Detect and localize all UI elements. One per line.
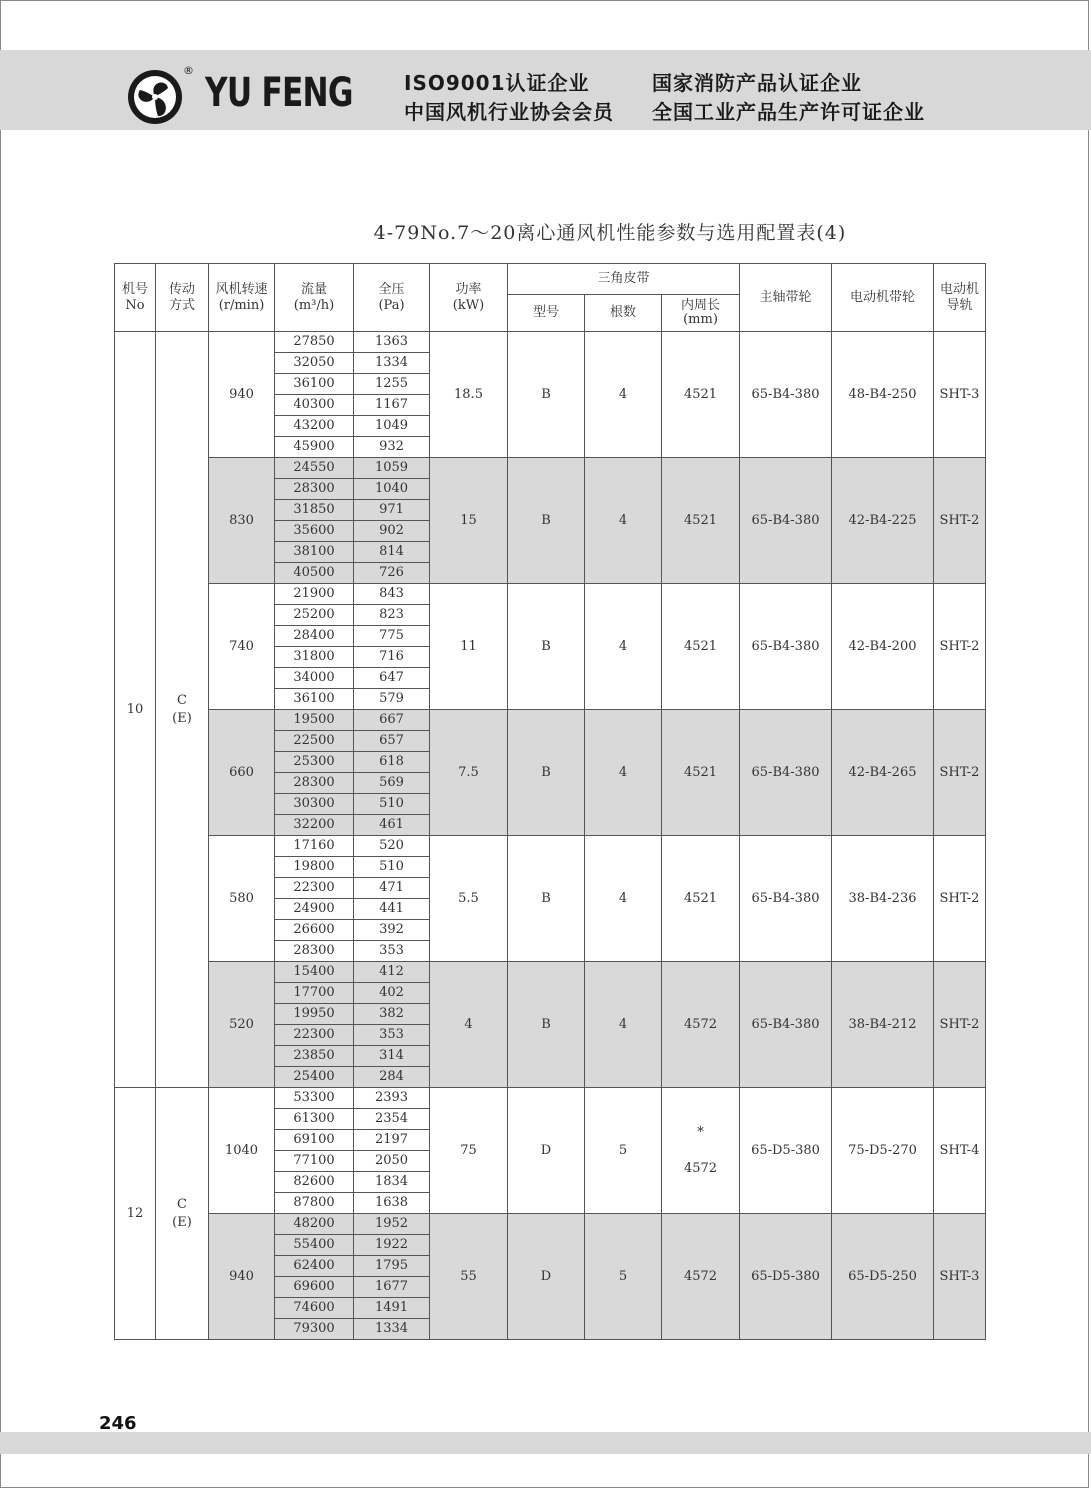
cell-flow: 34000 bbox=[275, 668, 354, 689]
cell-main-pulley: 65-B4-380 bbox=[740, 836, 832, 962]
cell-flow: 23850 bbox=[275, 1046, 354, 1067]
cell-belt-type: B bbox=[508, 584, 585, 710]
cell-speed: 940 bbox=[209, 332, 275, 458]
header-drive: 传动 方式 bbox=[156, 264, 209, 332]
cell-pressure: 647 bbox=[354, 668, 430, 689]
cell-flow: 77100 bbox=[275, 1151, 354, 1172]
cell-flow: 35600 bbox=[275, 521, 354, 542]
cell-flow: 43200 bbox=[275, 416, 354, 437]
cell-pressure: 1795 bbox=[354, 1256, 430, 1277]
cell-flow: 87800 bbox=[275, 1193, 354, 1214]
cell-pressure: 2354 bbox=[354, 1109, 430, 1130]
cell-pressure: 510 bbox=[354, 794, 430, 815]
cell-pressure: 2050 bbox=[354, 1151, 430, 1172]
header-main-pulley: 主轴带轮 bbox=[740, 264, 832, 332]
cell-flow: 22300 bbox=[275, 878, 354, 899]
cell-belt-length: 4521 bbox=[662, 836, 740, 962]
table-row bbox=[115, 1088, 986, 1109]
cert-fire: 国家消防产品认证企业 bbox=[652, 71, 862, 95]
cell-pressure: 412 bbox=[354, 962, 430, 983]
table-row bbox=[115, 1214, 986, 1235]
cell-flow: 19800 bbox=[275, 857, 354, 878]
cell-rail: SHT-2 bbox=[934, 710, 986, 836]
cell-pressure: 657 bbox=[354, 731, 430, 752]
cell-flow: 79300 bbox=[275, 1319, 354, 1340]
cell-flow: 19500 bbox=[275, 710, 354, 731]
cell-pressure: 1952 bbox=[354, 1214, 430, 1235]
cell-flow: 55400 bbox=[275, 1235, 354, 1256]
cell-pressure: 1677 bbox=[354, 1277, 430, 1298]
header-rail: 电动机 导轨 bbox=[934, 264, 986, 332]
cell-rail: SHT-2 bbox=[934, 584, 986, 710]
cell-main-pulley: 65-B4-380 bbox=[740, 332, 832, 458]
cell-pressure: 843 bbox=[354, 584, 430, 605]
cell-belt-count: 5 bbox=[585, 1088, 662, 1214]
cell-flow: 24550 bbox=[275, 458, 354, 479]
cell-pressure: 618 bbox=[354, 752, 430, 773]
cell-main-pulley: 65-D5-380 bbox=[740, 1088, 832, 1214]
cell-pressure: 510 bbox=[354, 857, 430, 878]
cell-speed: 580 bbox=[209, 836, 275, 962]
cell-pressure: 471 bbox=[354, 878, 430, 899]
cell-speed: 660 bbox=[209, 710, 275, 836]
cell-main-pulley: 65-B4-380 bbox=[740, 962, 832, 1088]
cell-pressure: 579 bbox=[354, 689, 430, 710]
cell-speed: 520 bbox=[209, 962, 275, 1088]
cell-pressure: 461 bbox=[354, 815, 430, 836]
table-row bbox=[115, 332, 986, 353]
cell-belt-type: B bbox=[508, 710, 585, 836]
cell-pressure: 284 bbox=[354, 1067, 430, 1088]
cell-rail: SHT-3 bbox=[934, 332, 986, 458]
cell-drive: C (E) bbox=[156, 332, 209, 1088]
header-power: 功率 (kW) bbox=[430, 264, 508, 332]
cell-machine-no: 12 bbox=[115, 1088, 156, 1340]
cell-machine-no: 10 bbox=[115, 332, 156, 1088]
cell-motor-pulley: 42-B4-265 bbox=[832, 710, 934, 836]
cell-rail: SHT-4 bbox=[934, 1088, 986, 1214]
cell-drive: C (E) bbox=[156, 1088, 209, 1340]
cell-speed: 1040 bbox=[209, 1088, 275, 1214]
yufeng-logo-icon bbox=[126, 68, 184, 126]
cell-power: 55 bbox=[430, 1214, 508, 1340]
cell-flow: 31850 bbox=[275, 500, 354, 521]
cell-rail: SHT-2 bbox=[934, 962, 986, 1088]
cell-pressure: 392 bbox=[354, 920, 430, 941]
cell-pressure: 716 bbox=[354, 647, 430, 668]
header-speed: 风机转速 (r/min) bbox=[209, 264, 275, 332]
cell-pressure: 569 bbox=[354, 773, 430, 794]
cell-pressure: 667 bbox=[354, 710, 430, 731]
cell-flow: 24900 bbox=[275, 899, 354, 920]
cell-flow: 53300 bbox=[275, 1088, 354, 1109]
cell-pressure: 441 bbox=[354, 899, 430, 920]
cell-belt-count: 4 bbox=[585, 332, 662, 458]
cell-speed: 940 bbox=[209, 1214, 275, 1340]
cell-pressure: 402 bbox=[354, 983, 430, 1004]
cell-flow: 82600 bbox=[275, 1172, 354, 1193]
cell-speed: 830 bbox=[209, 458, 275, 584]
cell-belt-count: 4 bbox=[585, 962, 662, 1088]
registered-mark: ® bbox=[183, 64, 194, 77]
cell-pressure: 520 bbox=[354, 836, 430, 857]
cell-power: 11 bbox=[430, 584, 508, 710]
cell-main-pulley: 65-D5-380 bbox=[740, 1214, 832, 1340]
cell-belt-type: B bbox=[508, 332, 585, 458]
page-number: 246 bbox=[99, 1413, 137, 1434]
cell-belt-type: B bbox=[508, 962, 585, 1088]
cert-association: 中国风机行业协会会员 bbox=[404, 100, 614, 124]
cell-flow: 61300 bbox=[275, 1109, 354, 1130]
cell-motor-pulley: 42-B4-225 bbox=[832, 458, 934, 584]
cell-pressure: 1363 bbox=[354, 332, 430, 353]
cell-flow: 25300 bbox=[275, 752, 354, 773]
cell-power: 4 bbox=[430, 962, 508, 1088]
cell-flow: 26600 bbox=[275, 920, 354, 941]
cert-license: 全国工业产品生产许可证企业 bbox=[652, 100, 925, 124]
performance-table bbox=[114, 263, 986, 1340]
header-motor-pulley: 电动机带轮 bbox=[832, 264, 934, 332]
cell-flow: 40500 bbox=[275, 563, 354, 584]
cell-motor-pulley: 65-D5-250 bbox=[832, 1214, 934, 1340]
cell-flow: 48200 bbox=[275, 1214, 354, 1235]
cell-belt-type: B bbox=[508, 836, 585, 962]
table-row bbox=[115, 710, 986, 731]
cert-iso: ISO9001认证企业 bbox=[404, 71, 590, 95]
cell-flow: 22500 bbox=[275, 731, 354, 752]
cell-flow: 19950 bbox=[275, 1004, 354, 1025]
cell-main-pulley: 65-B4-380 bbox=[740, 584, 832, 710]
cell-pressure: 814 bbox=[354, 542, 430, 563]
cell-pressure: 353 bbox=[354, 1025, 430, 1046]
cell-flow: 36100 bbox=[275, 374, 354, 395]
header-pressure: 全压 (Pa) bbox=[354, 264, 430, 332]
cell-belt-count: 4 bbox=[585, 584, 662, 710]
table-row bbox=[115, 836, 986, 857]
cell-flow: 69600 bbox=[275, 1277, 354, 1298]
table-row bbox=[115, 584, 986, 605]
cell-pressure: 1167 bbox=[354, 395, 430, 416]
cell-flow: 36100 bbox=[275, 689, 354, 710]
cell-pressure: 726 bbox=[354, 563, 430, 584]
cell-belt-length: 4521 bbox=[662, 584, 740, 710]
header-flow: 流量 (m³/h) bbox=[275, 264, 354, 332]
cell-motor-pulley: 38-B4-236 bbox=[832, 836, 934, 962]
cell-flow: 28300 bbox=[275, 773, 354, 794]
header-belt-length: 内周长 (mm) bbox=[662, 295, 740, 332]
cell-belt-length: 4572 bbox=[662, 962, 740, 1088]
cell-main-pulley: 65-B4-380 bbox=[740, 710, 832, 836]
cell-pressure: 1491 bbox=[354, 1298, 430, 1319]
cell-speed: 740 bbox=[209, 584, 275, 710]
page-title: 4-79No.7～20离心通风机性能参数与选用配置表(4) bbox=[373, 222, 847, 244]
cell-pressure: 382 bbox=[354, 1004, 430, 1025]
cell-flow: 32050 bbox=[275, 353, 354, 374]
cell-pressure: 902 bbox=[354, 521, 430, 542]
cell-pressure: 1049 bbox=[354, 416, 430, 437]
cell-belt-length: 4521 bbox=[662, 710, 740, 836]
cell-belt-length: 4572 bbox=[662, 1214, 740, 1340]
cell-pressure: 2393 bbox=[354, 1088, 430, 1109]
cell-power: 75 bbox=[430, 1088, 508, 1214]
cell-flow: 40300 bbox=[275, 395, 354, 416]
cell-flow: 74600 bbox=[275, 1298, 354, 1319]
cell-belt-type: D bbox=[508, 1088, 585, 1214]
cell-pressure: 353 bbox=[354, 941, 430, 962]
cell-motor-pulley: 75-D5-270 bbox=[832, 1088, 934, 1214]
cell-power: 5.5 bbox=[430, 836, 508, 962]
header-belt-type: 型号 bbox=[508, 295, 585, 332]
cell-rail: SHT-2 bbox=[934, 458, 986, 584]
cell-belt-count: 4 bbox=[585, 458, 662, 584]
cell-pressure: 1040 bbox=[354, 479, 430, 500]
header-machine-no: 机号 No bbox=[115, 264, 156, 332]
cell-flow: 38100 bbox=[275, 542, 354, 563]
cell-flow: 28400 bbox=[275, 626, 354, 647]
cell-pressure: 1334 bbox=[354, 353, 430, 374]
cell-flow: 31800 bbox=[275, 647, 354, 668]
cell-pressure: 932 bbox=[354, 437, 430, 458]
cell-flow: 69100 bbox=[275, 1130, 354, 1151]
cell-flow: 28300 bbox=[275, 941, 354, 962]
table-body bbox=[115, 332, 986, 1340]
cell-flow: 15400 bbox=[275, 962, 354, 983]
cell-flow: 27850 bbox=[275, 332, 354, 353]
cell-pressure: 1334 bbox=[354, 1319, 430, 1340]
header-vbelt: 三角皮带 bbox=[508, 264, 740, 295]
cell-power: 15 bbox=[430, 458, 508, 584]
cell-flow: 28300 bbox=[275, 479, 354, 500]
cell-motor-pulley: 48-B4-250 bbox=[832, 332, 934, 458]
cell-flow: 17160 bbox=[275, 836, 354, 857]
cell-belt-count: 4 bbox=[585, 710, 662, 836]
cell-belt-length: * 4572 bbox=[662, 1088, 740, 1214]
cell-pressure: 1834 bbox=[354, 1172, 430, 1193]
cell-pressure: 1059 bbox=[354, 458, 430, 479]
cell-belt-count: 4 bbox=[585, 836, 662, 962]
brand-name: YU FENG bbox=[205, 70, 353, 116]
table-row bbox=[115, 962, 986, 983]
cell-pressure: 1922 bbox=[354, 1235, 430, 1256]
cell-power: 18.5 bbox=[430, 332, 508, 458]
footer-band bbox=[0, 1432, 1091, 1454]
cell-rail: SHT-2 bbox=[934, 836, 986, 962]
cell-flow: 25400 bbox=[275, 1067, 354, 1088]
cell-flow: 25200 bbox=[275, 605, 354, 626]
cell-belt-type: B bbox=[508, 458, 585, 584]
cell-flow: 32200 bbox=[275, 815, 354, 836]
cell-flow: 62400 bbox=[275, 1256, 354, 1277]
cell-pressure: 1638 bbox=[354, 1193, 430, 1214]
header-belt-count: 根数 bbox=[585, 295, 662, 332]
table-row bbox=[115, 458, 986, 479]
cell-power: 7.5 bbox=[430, 710, 508, 836]
cell-motor-pulley: 42-B4-200 bbox=[832, 584, 934, 710]
cell-flow: 22300 bbox=[275, 1025, 354, 1046]
cell-belt-length: 4521 bbox=[662, 458, 740, 584]
cell-pressure: 1255 bbox=[354, 374, 430, 395]
cell-pressure: 775 bbox=[354, 626, 430, 647]
cell-pressure: 2197 bbox=[354, 1130, 430, 1151]
cell-flow: 45900 bbox=[275, 437, 354, 458]
cell-pressure: 314 bbox=[354, 1046, 430, 1067]
cell-flow: 17700 bbox=[275, 983, 354, 1004]
cell-motor-pulley: 38-B4-212 bbox=[832, 962, 934, 1088]
cell-belt-length: 4521 bbox=[662, 332, 740, 458]
cell-pressure: 823 bbox=[354, 605, 430, 626]
cell-main-pulley: 65-B4-380 bbox=[740, 458, 832, 584]
cell-rail: SHT-3 bbox=[934, 1214, 986, 1340]
cell-flow: 21900 bbox=[275, 584, 354, 605]
cell-belt-count: 5 bbox=[585, 1214, 662, 1340]
cell-belt-type: D bbox=[508, 1214, 585, 1340]
cell-flow: 30300 bbox=[275, 794, 354, 815]
cell-pressure: 971 bbox=[354, 500, 430, 521]
